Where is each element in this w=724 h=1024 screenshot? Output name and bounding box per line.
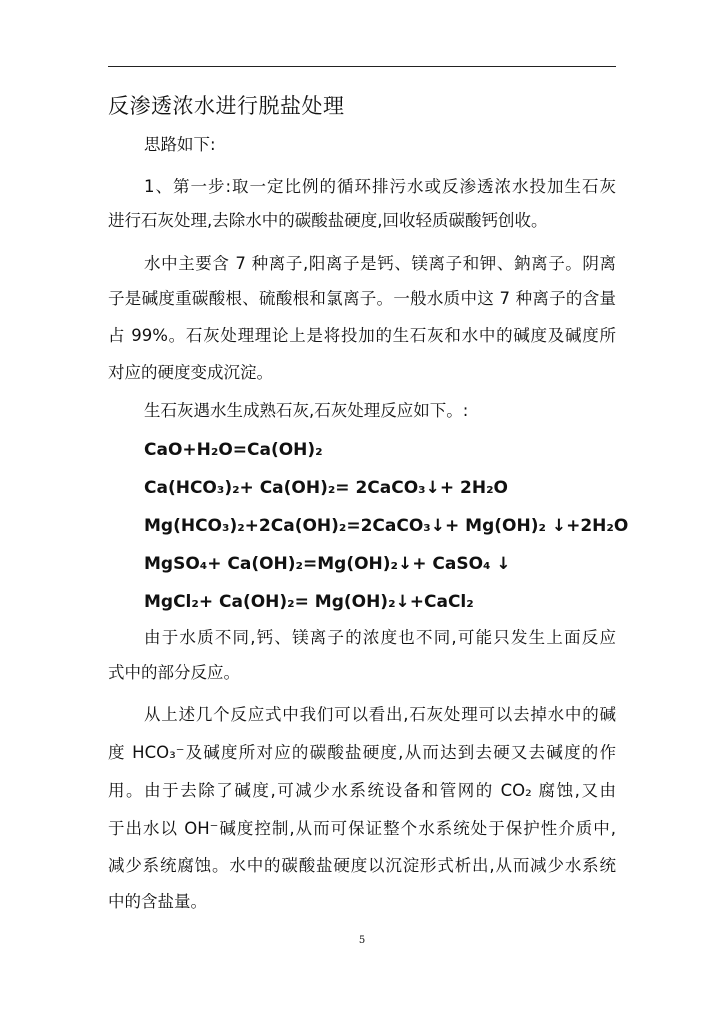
step1-line-2: 进行石灰处理,去除水中的碳酸盐硬度,回收轻质碳酸钙创收。: [108, 211, 548, 230]
conclusion-line-5: 减少系统腐蚀。水中的碳酸盐硬度以沉淀形式析出,从而减少水系统: [108, 856, 616, 875]
reaction-intro: 生石灰遇水生成熟石灰,石灰处理反应如下。:: [144, 401, 469, 420]
page-number: 5: [358, 935, 366, 946]
ions-line-1: 水中主要含 7 种离子,阳离子是钙、镁离子和钾、鈉离子。阴离: [144, 254, 616, 273]
equation-3: Mg(HCO₃)₂+2Ca(OH)₂=2CaCO₃↓+ Mg(OH)₂ ↓+2H₂O: [144, 516, 629, 536]
ions-line-2: 子是碱度重碳酸根、硫酸根和氯离子。一般水质中这 7 种离子的含量: [108, 289, 616, 308]
conclusion-line-6: 中的含盐量。: [108, 892, 207, 911]
ions-line-3: 占 99%。石灰处理理论上是将投加的生石灰和水中的碱度及碱度所: [108, 326, 616, 345]
step1-line-1: 1、第一步:取一定比例的循环排污水或反渗透浓水投加生石灰: [144, 177, 616, 196]
ions-line-4: 对应的硬度变成沉淀。: [108, 363, 273, 382]
header-rule: [108, 66, 616, 67]
intro-line: 思路如下:: [144, 135, 216, 154]
document-title: 反渗透浓水进行脱盐处理: [108, 94, 345, 118]
conclusion-line-2: 度 HCO₃⁻及碱度所对应的碳酸盐硬度,从而达到去硬又去碱度的作: [108, 743, 616, 762]
equation-1: CaO+H₂O=Ca(OH)₂: [144, 440, 323, 460]
note-line-1: 由于水质不同,钙、镁离子的浓度也不同,可能只发生上面反应: [144, 628, 616, 647]
equation-4: MgSO₄+ Ca(OH)₂=Mg(OH)₂↓+ CaSO₄ ↓: [144, 554, 511, 574]
equation-2: Ca(HCO₃)₂+ Ca(OH)₂= 2CaCO₃↓+ 2H₂O: [144, 478, 508, 498]
conclusion-line-4: 于出水以 OH⁻碱度控制,从而可保证整个水系统处于保护性介质中,: [108, 819, 616, 838]
conclusion-line-3: 用。由于去除了碱度,可减少水系统设备和管网的 CO₂ 腐蚀,又由: [108, 781, 616, 800]
equation-5: MgCl₂+ Ca(OH)₂= Mg(OH)₂↓+CaCl₂: [144, 592, 474, 612]
note-line-2: 式中的部分反应。: [108, 663, 240, 682]
conclusion-line-1: 从上述几个反应式中我们可以看出,石灰处理可以去掉水中的碱: [144, 705, 616, 724]
